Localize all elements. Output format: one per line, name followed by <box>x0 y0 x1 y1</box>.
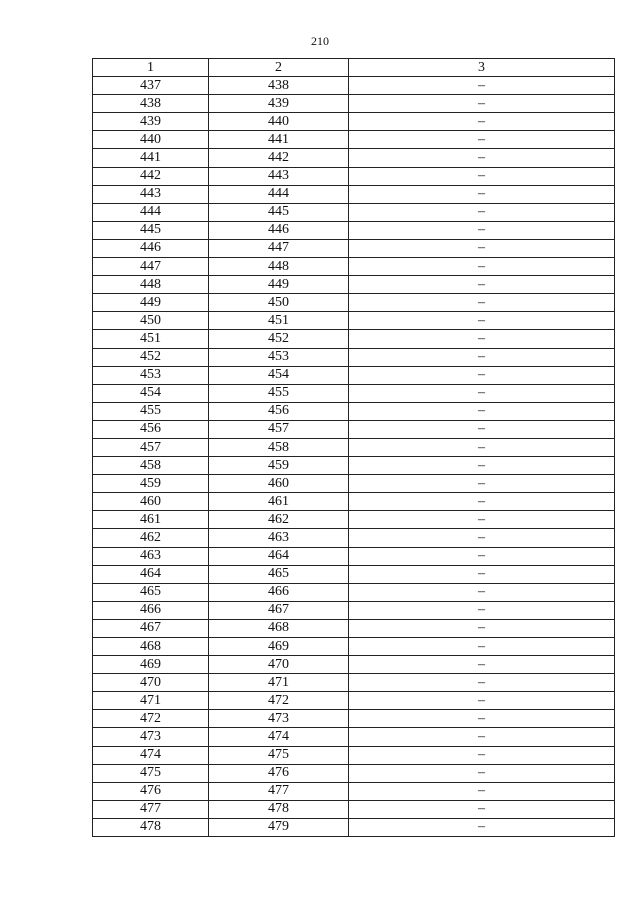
table-cell: 444 <box>209 185 349 203</box>
table-cell: 468 <box>209 619 349 637</box>
table-cell: 453 <box>209 348 349 366</box>
table-cell: 443 <box>93 185 209 203</box>
table-row <box>93 185 615 203</box>
column-header: 2 <box>209 59 349 77</box>
table-cell: – <box>349 619 615 637</box>
table-cell: – <box>349 131 615 149</box>
table-cell: 464 <box>209 547 349 565</box>
table-cell: 446 <box>209 221 349 239</box>
table-cell: 462 <box>93 529 209 547</box>
table-row <box>93 348 615 366</box>
table-row <box>93 565 615 583</box>
table-cell: – <box>349 402 615 420</box>
table-cell: 476 <box>209 764 349 782</box>
table-cell: 471 <box>209 674 349 692</box>
table-cell: 477 <box>93 800 209 818</box>
table-cell: 463 <box>93 547 209 565</box>
table-cell: 439 <box>93 113 209 131</box>
table-cell: – <box>349 203 615 221</box>
table-cell: 456 <box>209 402 349 420</box>
table-row <box>93 276 615 294</box>
table-cell: – <box>349 782 615 800</box>
table-cell: 457 <box>93 438 209 456</box>
table-cell: 478 <box>93 818 209 836</box>
table-row <box>93 438 615 456</box>
table-row <box>93 728 615 746</box>
table-cell: – <box>349 475 615 493</box>
table-cell: – <box>349 674 615 692</box>
table-cell: 462 <box>209 511 349 529</box>
table-cell: 449 <box>93 294 209 312</box>
table-cell: – <box>349 258 615 276</box>
table-cell: 441 <box>209 131 349 149</box>
data-table <box>92 58 615 837</box>
table-cell: 440 <box>93 131 209 149</box>
table-row <box>93 601 615 619</box>
table-row <box>93 529 615 547</box>
table-cell: 473 <box>209 710 349 728</box>
table-cell: 468 <box>93 638 209 656</box>
table-cell: – <box>349 167 615 185</box>
table-cell: 446 <box>93 239 209 257</box>
table-cell: – <box>349 638 615 656</box>
table-cell: – <box>349 420 615 438</box>
table-cell: – <box>349 366 615 384</box>
table-cell: – <box>349 113 615 131</box>
table-row <box>93 239 615 257</box>
table-cell: 464 <box>93 565 209 583</box>
table-cell: 458 <box>93 457 209 475</box>
table-cell: 461 <box>209 493 349 511</box>
table-cell: 447 <box>93 258 209 276</box>
table-row <box>93 746 615 764</box>
table-cell: 475 <box>209 746 349 764</box>
table-cell: 455 <box>209 384 349 402</box>
table-row <box>93 366 615 384</box>
table-row <box>93 619 615 637</box>
table-cell: – <box>349 457 615 475</box>
table-cell: 471 <box>93 692 209 710</box>
table-cell: – <box>349 276 615 294</box>
table-cell: – <box>349 818 615 836</box>
table-cell: 439 <box>209 95 349 113</box>
column-header: 1 <box>93 59 209 77</box>
table-cell: 474 <box>93 746 209 764</box>
table-cell: 460 <box>209 475 349 493</box>
table-cell: 469 <box>209 638 349 656</box>
table-cell: 445 <box>209 203 349 221</box>
table-cell: 442 <box>93 167 209 185</box>
table-row <box>93 511 615 529</box>
table-cell: 467 <box>93 619 209 637</box>
table-row <box>93 638 615 656</box>
table-cell: 441 <box>93 149 209 167</box>
table-cell: 476 <box>93 782 209 800</box>
table-cell: 456 <box>93 420 209 438</box>
table-cell: 469 <box>93 656 209 674</box>
table-cell: – <box>349 800 615 818</box>
table-cell: 448 <box>93 276 209 294</box>
table-row <box>93 782 615 800</box>
table-cell: – <box>349 239 615 257</box>
table-row <box>93 764 615 782</box>
table-cell: 449 <box>209 276 349 294</box>
table-cell: 454 <box>209 366 349 384</box>
table-cell: 437 <box>93 77 209 95</box>
table-row <box>93 710 615 728</box>
table-row <box>93 420 615 438</box>
column-header: 3 <box>349 59 615 77</box>
table-cell: 438 <box>209 77 349 95</box>
table-row <box>93 475 615 493</box>
table-row <box>93 294 615 312</box>
table-row <box>93 674 615 692</box>
table-row <box>93 384 615 402</box>
table-cell: – <box>349 746 615 764</box>
table-cell: 467 <box>209 601 349 619</box>
table-cell: – <box>349 95 615 113</box>
table-cell: 475 <box>93 764 209 782</box>
table-cell: 445 <box>93 221 209 239</box>
table-cell: 459 <box>93 475 209 493</box>
table-cell: 470 <box>209 656 349 674</box>
table-cell: 472 <box>209 692 349 710</box>
table-cell: 461 <box>93 511 209 529</box>
table-row <box>93 131 615 149</box>
table-cell: 442 <box>209 149 349 167</box>
table-cell: 465 <box>93 583 209 601</box>
table-row <box>93 221 615 239</box>
table-cell: – <box>349 185 615 203</box>
table-body <box>93 77 615 837</box>
table-row <box>93 457 615 475</box>
table-cell: 450 <box>209 294 349 312</box>
table-cell: – <box>349 493 615 511</box>
table-cell: 452 <box>93 348 209 366</box>
table-cell: 440 <box>209 113 349 131</box>
table-cell: 447 <box>209 239 349 257</box>
table-row <box>93 77 615 95</box>
table-cell: – <box>349 565 615 583</box>
table-cell: – <box>349 149 615 167</box>
table-cell: 463 <box>209 529 349 547</box>
table-cell: – <box>349 221 615 239</box>
table-cell: 479 <box>209 818 349 836</box>
table-row <box>93 402 615 420</box>
table-cell: 451 <box>209 312 349 330</box>
table-row <box>93 818 615 836</box>
table-row <box>93 149 615 167</box>
table-cell: 459 <box>209 457 349 475</box>
table-row <box>93 113 615 131</box>
table-cell: – <box>349 384 615 402</box>
table-cell: 458 <box>209 438 349 456</box>
table-cell: – <box>349 728 615 746</box>
table-cell: 472 <box>93 710 209 728</box>
table-cell: 438 <box>93 95 209 113</box>
table-cell: 465 <box>209 565 349 583</box>
table-cell: 455 <box>93 402 209 420</box>
table-cell: 473 <box>93 728 209 746</box>
table-cell: 451 <box>93 330 209 348</box>
table-row <box>93 692 615 710</box>
table-cell: – <box>349 529 615 547</box>
table-row <box>93 330 615 348</box>
table-cell: 466 <box>93 601 209 619</box>
table-row <box>93 95 615 113</box>
table-cell: 457 <box>209 420 349 438</box>
table-cell: 452 <box>209 330 349 348</box>
table-cell: 454 <box>93 384 209 402</box>
table-row <box>93 656 615 674</box>
page-number: 210 <box>311 34 329 48</box>
table-cell: 450 <box>93 312 209 330</box>
table-row <box>93 583 615 601</box>
table-cell: 460 <box>93 493 209 511</box>
table-cell: – <box>349 312 615 330</box>
table-header-row <box>93 59 615 77</box>
table-cell: – <box>349 294 615 312</box>
table-cell: – <box>349 348 615 366</box>
table-row <box>93 547 615 565</box>
table-cell: – <box>349 511 615 529</box>
table-row <box>93 312 615 330</box>
table-row <box>93 800 615 818</box>
table-row <box>93 167 615 185</box>
table-cell: – <box>349 656 615 674</box>
table-cell: – <box>349 764 615 782</box>
table-cell: 470 <box>93 674 209 692</box>
table-row <box>93 203 615 221</box>
table-cell: – <box>349 330 615 348</box>
table-cell: 474 <box>209 728 349 746</box>
table-cell: 466 <box>209 583 349 601</box>
table-cell: 478 <box>209 800 349 818</box>
table-cell: – <box>349 77 615 95</box>
table-cell: 448 <box>209 258 349 276</box>
table-cell: – <box>349 583 615 601</box>
table-cell: – <box>349 438 615 456</box>
table-cell: 444 <box>93 203 209 221</box>
table-cell: 477 <box>209 782 349 800</box>
table-cell: – <box>349 601 615 619</box>
table-cell: – <box>349 547 615 565</box>
table-row <box>93 258 615 276</box>
table-cell: – <box>349 692 615 710</box>
table-cell: 443 <box>209 167 349 185</box>
table-row <box>93 493 615 511</box>
table-cell: – <box>349 710 615 728</box>
table-cell: 453 <box>93 366 209 384</box>
